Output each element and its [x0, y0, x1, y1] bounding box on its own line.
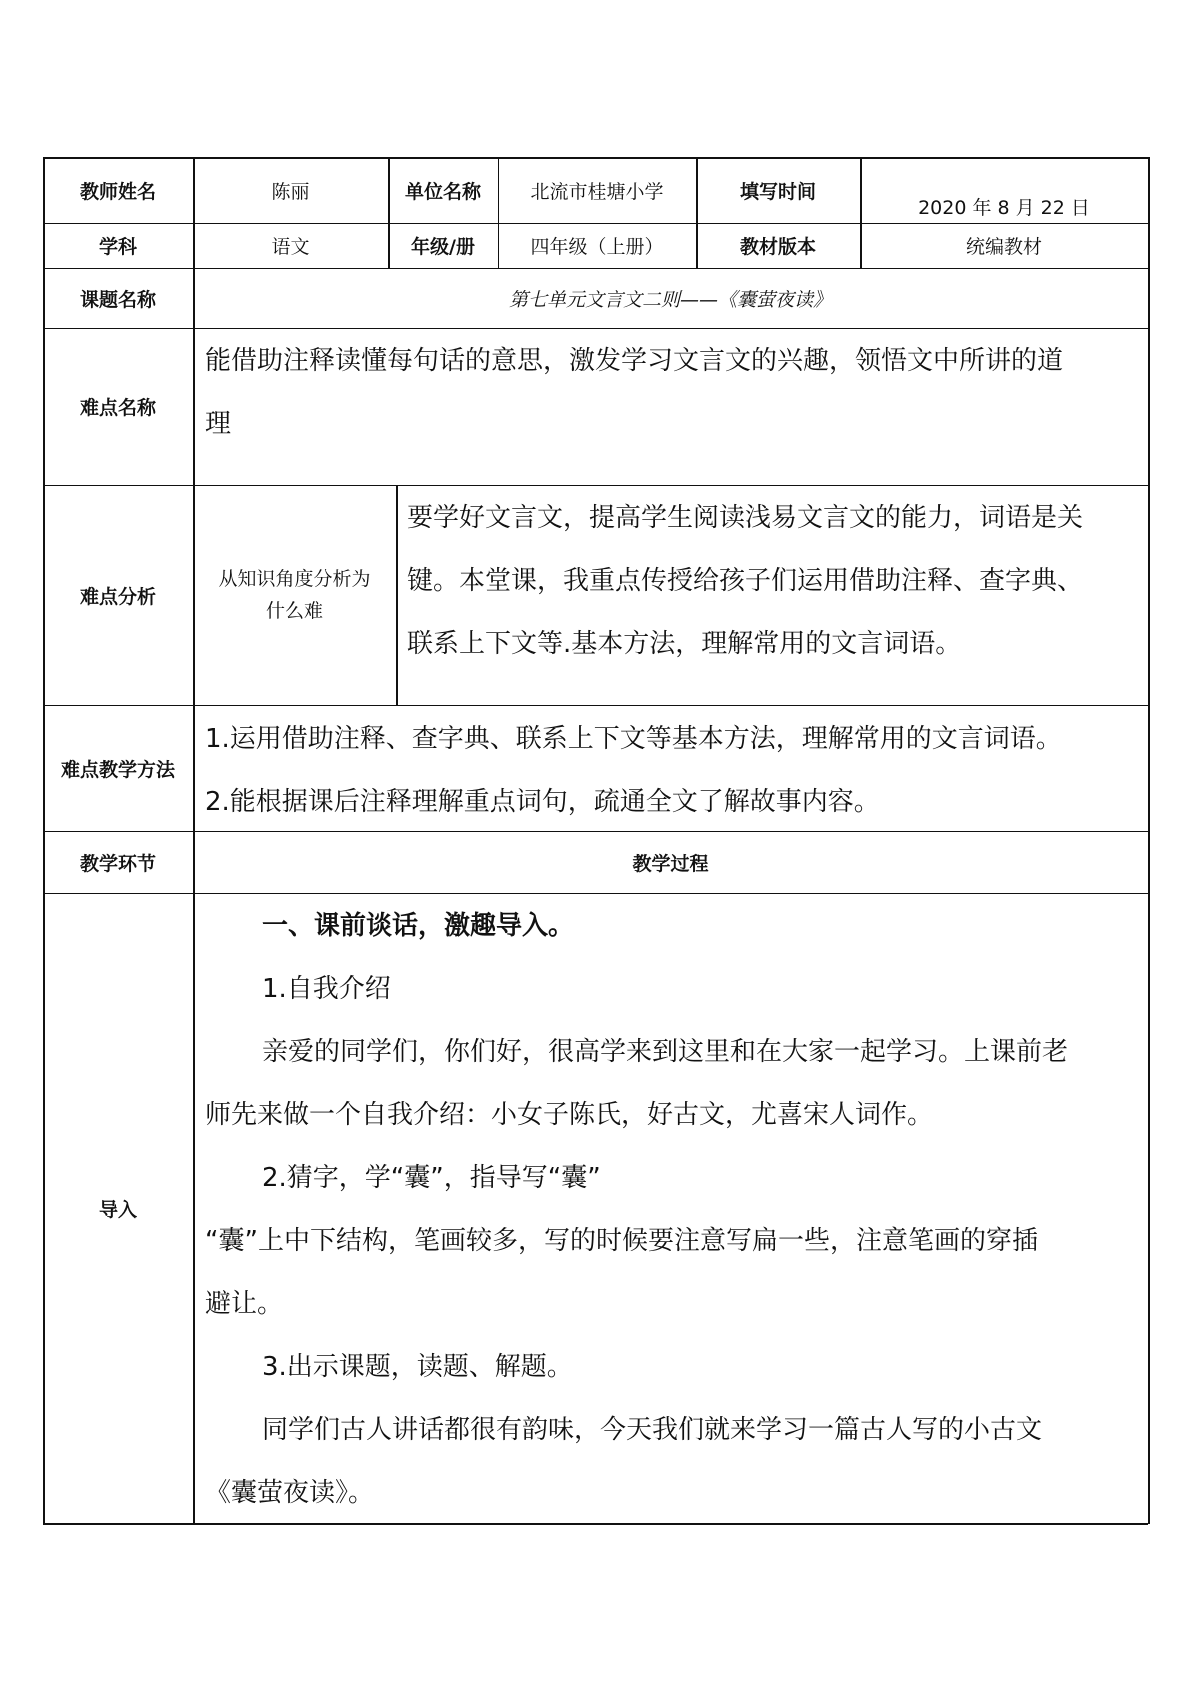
difficulty-name-line-1: 能借助注释读懂每句话的意思，激发学习文言文的兴趣，领悟文中所讲的道 [205, 346, 1064, 376]
analysis-line-1: 要学好文言文，提高学生阅读浅易文言文的能力，词语是关 [407, 503, 1084, 533]
intro-item-1: 1.自我介绍 [262, 974, 391, 1004]
intro-para-2-line-1: “囊”上中下结构，笔画较多，写的时候要注意写扁一些，注意笔画的穿插 [205, 1226, 1038, 1256]
edition-value: 统编教材 [965, 236, 1042, 258]
row-divider [43, 328, 1148, 329]
fill-date-label: 填写时间 [739, 180, 816, 203]
teaching-process-label: 教学过程 [632, 852, 709, 875]
intro-para-2-line-2: 避让。 [205, 1289, 284, 1319]
edition-label: 教材版本 [739, 236, 816, 258]
teaching-method-label: 难点教学方法 [60, 758, 175, 781]
label-column-divider [193, 157, 195, 1524]
difficulty-analysis-label: 难点分析 [79, 585, 156, 608]
row-divider [43, 831, 1148, 832]
analysis-line-2: 键。本堂课，我重点传授给孩子们运用借助注释、查字典、 [407, 566, 1084, 596]
intro-para-1-line-2: 师先来做一个自我介绍：小女子陈氏，好古文，尤喜宋人词作。 [205, 1100, 934, 1130]
intro-item-2: 2.猜字，学“囊”，指导写“囊” [262, 1163, 601, 1193]
column-divider [498, 157, 499, 268]
fill-date-value: 2020 年 8 月 22 日 [918, 196, 1090, 219]
analysis-column-divider [396, 485, 398, 705]
row-divider [43, 485, 1148, 486]
topic-value: 第七单元文言文二则——《囊萤夜读》 [508, 288, 832, 311]
table-top-border [43, 157, 1148, 159]
analysis-line-3: 联系上下文等.基本方法，理解常用的文言词语。 [407, 629, 962, 659]
table-bottom-border [43, 1523, 1148, 1525]
row-divider [43, 705, 1148, 706]
difficulty-name-label: 难点名称 [79, 397, 156, 419]
column-divider [388, 157, 390, 268]
row-divider [43, 893, 1148, 894]
intro-para-3-line-1: 同学们古人讲话都很有韵味，今天我们就来学习一篇古人写的小古文 [262, 1415, 1043, 1445]
intro-item-3: 3.出示课题，读题、解题。 [262, 1352, 573, 1382]
intro-para-3-line-2: 《囊萤夜读》。 [205, 1478, 375, 1508]
grade-value: 四年级（上册） [530, 236, 664, 258]
row-divider [43, 223, 1148, 224]
analysis-sub-label-line-2: 什么难 [265, 600, 323, 622]
topic-label: 课题名称 [79, 288, 156, 311]
teacher-name-label: 教师姓名 [79, 180, 156, 203]
analysis-sub-label-line-1: 从知识角度分析为 [218, 568, 371, 590]
teaching-stage-label: 教学环节 [79, 852, 156, 875]
difficulty-name-line-2: 理 [205, 409, 232, 439]
method-line-2: 2.能根据课后注释理解重点词句，疏通全文了解故事内容。 [205, 787, 880, 817]
subject-label: 学科 [98, 236, 137, 258]
analysis-sub-label [193, 485, 396, 705]
method-line-1: 1.运用借助注释、查字典、联系上下文等基本方法，理解常用的文言词语。 [205, 724, 1062, 754]
unit-name-value: 北流市桂塘小学 [530, 180, 664, 203]
grade-label: 年级/册 [411, 236, 475, 258]
table-right-border [1148, 157, 1150, 1524]
column-divider [696, 157, 698, 268]
table-left-border [43, 157, 45, 1524]
row-divider [43, 268, 1148, 269]
subject-value: 语文 [271, 236, 310, 258]
intro-para-1-line-1: 亲爱的同学们，你们好，很高学来到这里和在大家一起学习。上课前老 [262, 1037, 1069, 1067]
column-divider [860, 157, 862, 268]
teacher-name-value: 陈丽 [271, 180, 310, 203]
intro-stage-label: 导入 [98, 1198, 137, 1221]
intro-heading: 一、课前谈话，激趣导入。 [262, 911, 575, 941]
unit-name-label: 单位名称 [404, 180, 481, 203]
